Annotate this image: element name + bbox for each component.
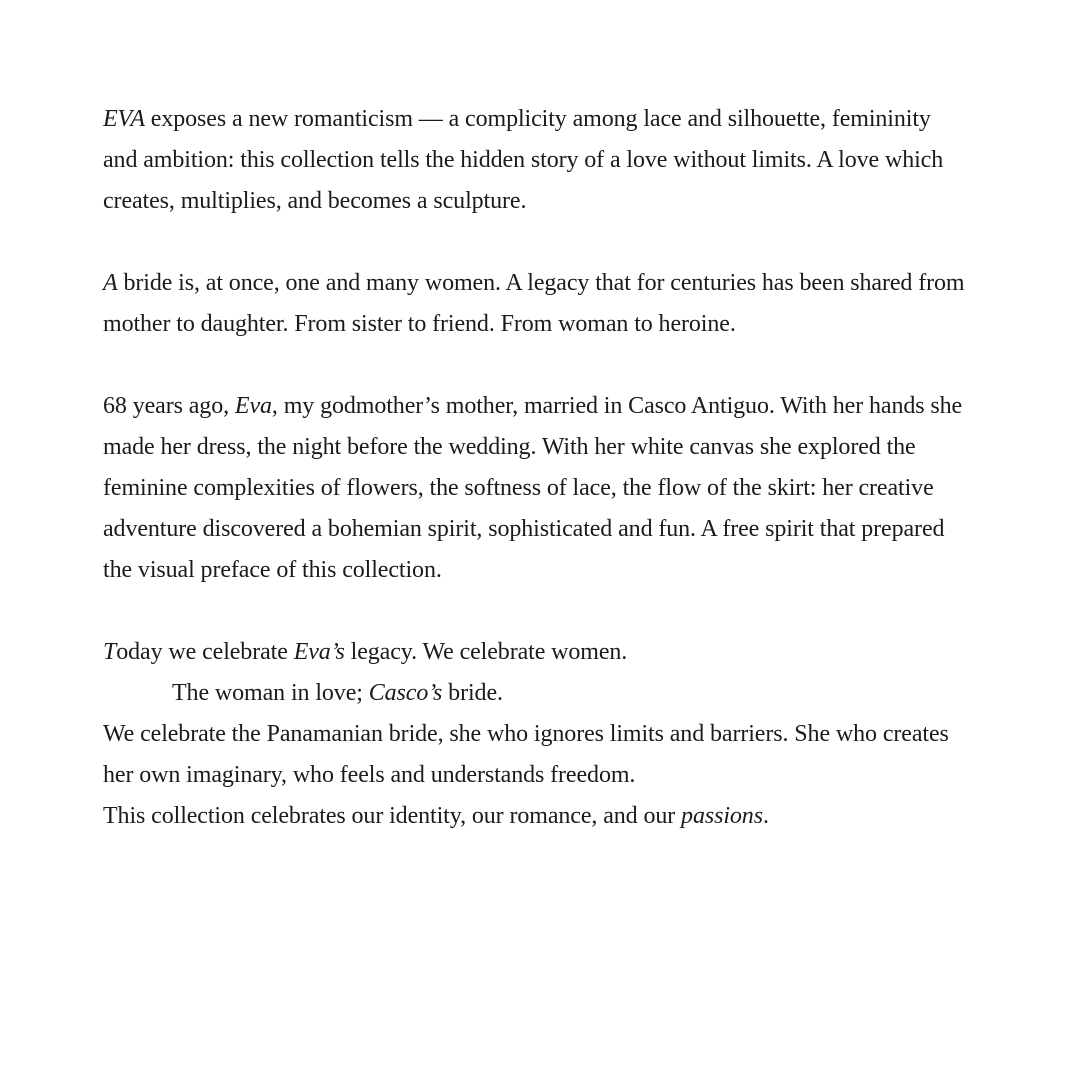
paragraph [103,386,1023,591]
document-body [103,99,1023,837]
text-run: We celebrate the Panamanian bride, she who ignores limits and barriers. She who creates [103,721,949,747]
text-run: Eva [234,393,272,419]
text-run: A [103,270,118,296]
text-run: bride is, at once, one and many women. A legacy that for centuries has been shared from [117,270,965,296]
text-run: and ambition: this collection tells the hidden story of a love without limits. A love which [103,147,944,173]
text-line [103,714,1023,755]
text-run: mother to daughter. From sister to friend. From woman to heroine. [103,311,736,337]
text-run: passions [681,803,763,829]
text-run: the visual preface of this collection. [103,557,442,583]
text-run: oday we celebrate [116,639,294,665]
text-line [103,509,1023,550]
text-run: , my godmother’s mother, married in Casco Antiguo. With her hands she [271,393,963,419]
text-line [103,427,1023,468]
text-line [103,632,1023,673]
text-run: . [762,803,769,829]
text-line [103,386,1023,427]
text-run: adventure discovered a bohemian spirit, sophisticated and fun. A free spirit that prepared [103,516,945,542]
text-line [103,673,1023,714]
text-run: The woman in love; [172,680,369,706]
text-run: Eva’s [293,639,345,665]
text-run: made her dress, the night before the wedding. With her white canvas she explored the [103,434,916,460]
text-run: EVA [103,106,145,132]
text-line [103,755,1023,796]
text-line [103,140,1023,181]
text-run: creates, multiplies, and becomes a sculpture. [103,188,527,214]
text-line [103,550,1023,591]
text-run: T [103,639,117,665]
text-run: 68 years ago, [103,393,235,419]
text-line [103,181,1023,222]
text-run: exposes a new romanticism — a complicity among lace and silhouette, femininity [144,106,931,132]
text-run: bride. [442,680,503,706]
text-line [103,304,1023,345]
paragraph [103,99,1023,222]
text-run: feminine complexities of flowers, the softness of lace, the flow of the skirt: her creative [103,475,934,501]
text-run: legacy. We celebrate women. [344,639,628,665]
text-line [103,99,1023,140]
text-run: This collection celebrates our identity, our romance, and our [103,803,682,829]
paragraph [103,632,1023,837]
text-run: her own imaginary, who feels and understands freedom. [103,762,636,788]
text-line [103,796,1023,837]
text-line [103,263,1023,304]
text-line [103,468,1023,509]
text-run: Casco’s [368,680,443,706]
paragraph [103,263,1023,345]
